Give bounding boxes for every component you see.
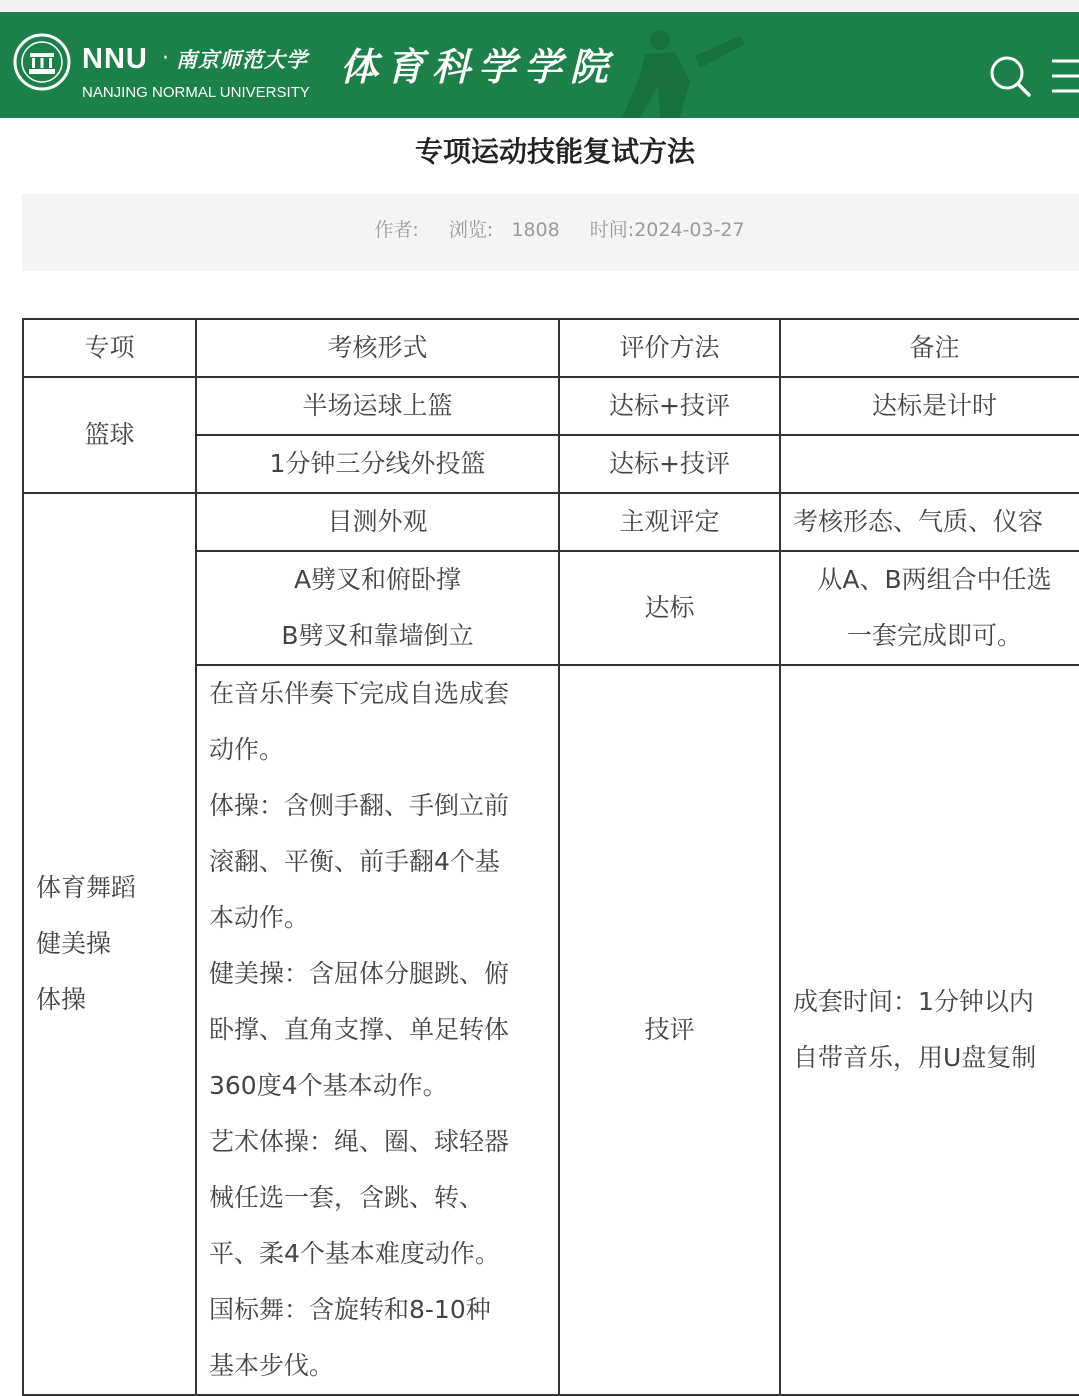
note-cell bbox=[780, 435, 1079, 493]
views-value: 1808 bbox=[511, 219, 560, 241]
time-meta bbox=[590, 219, 745, 241]
method-cell: 主观评定 bbox=[559, 493, 780, 551]
method-cell: 达标 bbox=[559, 551, 780, 665]
views-label: 浏览: bbox=[448, 219, 494, 241]
menu-icon[interactable] bbox=[1048, 54, 1079, 98]
form-line: 健美操：含屈体分腿跳、俯 bbox=[209, 959, 510, 988]
form-line: A劈叉和俯卧撑 bbox=[293, 565, 462, 594]
form-cell: 半场运球上篮 bbox=[196, 377, 559, 435]
form-cell bbox=[196, 665, 559, 1395]
author-meta bbox=[374, 219, 418, 241]
header-form: 考核形式 bbox=[196, 319, 559, 377]
note-cell bbox=[780, 665, 1079, 1395]
note-line: 从A、B两组合中任选 bbox=[817, 565, 1052, 594]
university-name-en: NANJING NORMAL UNIVERSITY bbox=[82, 84, 310, 101]
method-cell: 达标+技评 bbox=[559, 435, 780, 493]
time-value: 2024-03-27 bbox=[634, 219, 745, 241]
form-cell: 1分钟三分线外投篮 bbox=[196, 435, 559, 493]
skills-table bbox=[22, 318, 1079, 1396]
form-line: 卧撑、直角支撑、单足转体 bbox=[209, 1015, 510, 1044]
form-line: 360度4个基本动作。 bbox=[209, 1071, 448, 1100]
article-title: 专项运动技能复试方法 bbox=[414, 135, 695, 168]
category-line: 体育舞蹈 bbox=[36, 873, 137, 902]
header-category: 专项 bbox=[23, 319, 196, 377]
form-line: B劈叉和靠墙倒立 bbox=[281, 621, 474, 650]
category-gym bbox=[23, 493, 196, 1395]
category-basketball: 篮球 bbox=[23, 377, 196, 493]
form-line: 基本步伐。 bbox=[209, 1351, 335, 1380]
article-meta-bar bbox=[22, 194, 1079, 271]
form-cell: 目测外观 bbox=[196, 493, 559, 551]
note-cell bbox=[780, 551, 1079, 665]
header-method: 评价方法 bbox=[559, 319, 780, 377]
author-label: 作者: bbox=[374, 219, 419, 241]
note-cell: 达标是计时 bbox=[780, 377, 1079, 435]
form-line: 平、柔4个基本难度动作。 bbox=[209, 1239, 500, 1268]
status-strip bbox=[0, 0, 1079, 12]
logo-separator: · bbox=[162, 46, 169, 71]
college-name: 体育科学学院 bbox=[340, 44, 617, 89]
form-line: 体操：含侧手翻、手倒立前 bbox=[209, 791, 510, 820]
logo-abbr: NNU bbox=[82, 43, 148, 75]
note-line: 自带音乐，用U盘复制 bbox=[793, 1043, 1037, 1072]
university-emblem-icon[interactable] bbox=[13, 33, 71, 91]
form-line: 本动作。 bbox=[209, 903, 310, 932]
search-icon[interactable] bbox=[988, 54, 1032, 98]
table-header-row bbox=[23, 319, 1079, 377]
method-cell: 技评 bbox=[559, 665, 780, 1395]
header-note: 备注 bbox=[780, 319, 1079, 377]
form-line: 械任选一套，含跳、转、 bbox=[209, 1183, 485, 1212]
form-line: 国标舞：含旋转和8-10种 bbox=[209, 1295, 491, 1324]
athlete-silhouette bbox=[600, 26, 750, 118]
form-line: 动作。 bbox=[209, 735, 285, 764]
category-line: 健美操 bbox=[36, 929, 112, 958]
views-meta bbox=[449, 219, 560, 241]
university-name-cn: 南京师范大学 bbox=[176, 47, 308, 72]
site-header bbox=[0, 12, 1079, 118]
category-line: 体操 bbox=[36, 985, 87, 1014]
note-cell: 考核形态、气质、仪容 bbox=[780, 493, 1079, 551]
table-row bbox=[23, 377, 1079, 435]
time-label: 时间: bbox=[589, 219, 635, 241]
table-row bbox=[23, 493, 1079, 551]
form-line: 在音乐伴奏下完成自选成套 bbox=[209, 679, 510, 708]
form-line: 艺术体操：绳、圈、球轻器 bbox=[209, 1127, 510, 1156]
form-cell bbox=[196, 551, 559, 665]
method-cell: 达标+技评 bbox=[559, 377, 780, 435]
note-line: 一套完成即可。 bbox=[846, 621, 1022, 650]
form-line: 滚翻、平衡、前手翻4个基 bbox=[209, 847, 500, 876]
note-line: 成套时间：1分钟以内 bbox=[793, 987, 1034, 1016]
